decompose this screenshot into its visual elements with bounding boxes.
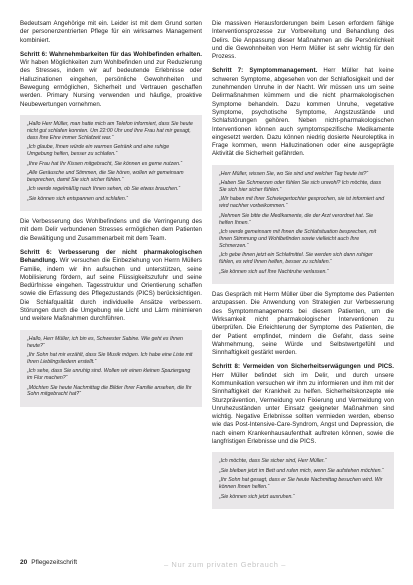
left-column — [20, 20, 202, 414]
paragraph — [20, 249, 202, 324]
paragraph: Das Gespräch mit Herrn Müller über die Symptome des Patienten anzupassen. Die Anwendung von Strategien zur Verbesserung des Symptommanagements bei diesem Patienten, um die Wirksamkeit nicht pharmakologischer Interventionen zu überprüfen. Die Erleichterung der Symptome des Patienten, die der Patient empfindet, mindern die Gefahr, dass seine Wahrnehmung, seine Würde und Selbstwertgefühl und Sinnhaftigkeit gestärkt werden. — [212, 291, 394, 357]
dialogue-quote: „Sie können sich auf Ihre Nachtruhe verlassen.“ — [219, 268, 329, 275]
dialogue-quote: „Alle Geräusche und Stimmen, die Sie hören, wollen wir gemeinsam besprechen, damit Sie sich sicher fühlen.“ — [27, 169, 184, 183]
dialogue-box — [212, 452, 394, 509]
page-footer — [20, 559, 77, 566]
paragraph-text: Wir versuchen die Einbeziehung von Herrn Müllers Familie, indem wir ihn aufsuchen und unterstützen, seine Mobilisierung fördern, auf seine Flüssigkeitszufuhr und seine Bedürfnisse eingehen. Tagesstruktur und Orientierung schaffen sowie die Erfassung des Pflegezustands (PICS) berücksichtigen. Die Schlafqualität durch individuelle Ansätze verbessern. Störungen durch die Umgebung wie Licht und Lärm minimieren und weitere Maßnahmen durchführen. — [20, 257, 202, 323]
paragraph: Die massiven Herausforderungen beim Lesen erfordern fähige Interventionsprozesse zur Vorbereitung und Behandlung des Delirs. Die Anpassung dieser Maßnahmen an die Persönlichkeit und die Gewohnheiten von Herrn Müller ist sehr wichtig für den Prozess. — [212, 20, 394, 61]
dialogue-box — [212, 165, 394, 284]
paragraph-text: Wir haben Möglichkeiten zum Wohlbefinden und zur Reduzierung des Stresses, indem wir auf bedeutende Erlebnisse oder Halluzinationen eingehen, persönliche Gewohnheiten und Bewegung ermöglichen, Sicherheit und Vertrauen geschaffen werden. Primary Nursing verwenden und häufige, proaktive Neubewertungen vornehmen. — [20, 59, 202, 108]
dialogue-quote: „Nehmen Sie bitte die Medikamente, die der Arzt verordnet hat. Sie helfen Ihnen.“ — [219, 212, 374, 226]
dialogue-quote: „Sie können sich entspannen und schlafen.“ — [27, 195, 128, 202]
paragraph: Die Verbesserung des Wohlbefindens und die Verringerung des mit dem Delir verbundenen Stresses ermöglichen dem Patienten die Bewältigung und Zusammenarbeit mit dem Team. — [20, 218, 202, 242]
page-number: 20 — [20, 559, 28, 566]
paragraph — [212, 363, 394, 446]
dialogue-quote: „Ihr Sohn hat mir erzählt, dass Sie Musik mögen. Ich habe eine Liste mit Ihren Lieblingsliedern erstellt.“ — [27, 351, 193, 365]
paragraph-text: Herr Müller befindet sich im Delir, und durch unsere Kommunikation versuchen wir ihm zu informieren und ihm mit der Sinnhaftigkeit der Krankheit zu helfen. Sicherheitskonzepte wie Sturzprävention, Vermeidung von Fixierung und Vermeidung von Unruhezuständen unter Einsatz geeigneter Maßnahmen sind wichtig. Negative Erlebnisse sollten vermieden werden, ebenso wie das Post-Intensive-Care-Syndrom, Angst und Depression, die nach einem Krankenhausaufenthalt auftreten können, sowie die langfristigen Erlebnisse und die PICS. — [212, 371, 394, 446]
step-heading: Schritt 7: Symptommanagement. — [212, 67, 318, 75]
journal-name: Pflegezeitschrift — [31, 559, 78, 566]
dialogue-quote: „Ihr Sohn hat gesagt, dass er Sie heute Nachmittag besuchen wird. Wir können Ihnen helfen.“ — [219, 477, 383, 491]
dialogue-quote: „Ich glaube, Ihnen würde ein warmes Getränk und eine ruhige Umgebung helfen, besser zu schlafen.“ — [27, 144, 170, 158]
paragraph: Bedeutsam Angehörige mit ein. Leider ist mit dem Grund sorten der personenzentrierten Pflege für ein wirksames Management kombiniert. — [20, 20, 202, 44]
paragraph — [212, 67, 394, 158]
dialogue-quote: „Ich möchte, dass Sie sicher sind, Herr Müller.“ — [219, 458, 327, 465]
dialogue-quote: „Wir haben mit Ihrer Schwiegertochter gesprochen, sie ist informiert und wird nachher vorbeikommen.“ — [219, 196, 385, 210]
dialogue-box — [20, 115, 202, 211]
dialogue-quote: „Ihre Frau hat Ihr Kissen mitgebracht, Sie können es gerne nutzen.“ — [27, 160, 183, 167]
dialogue-box — [20, 330, 202, 407]
right-column — [212, 20, 394, 516]
watermark-text: – Nur zum privaten Gebrauch – — [163, 560, 287, 569]
dialogue-quote: „Möchten Sie heute Nachmittag die Bilder Ihrer Familie ansehen, die Ihr Sohn mitgebracht hat?“ — [27, 384, 192, 398]
step-heading: Schritt 6: Wahrnehmbarkeiten für das Wohlbefinden erhalten. — [20, 50, 202, 58]
paragraph — [20, 51, 202, 109]
dialogue-quote: „Hallo Herr Müller, man hatte mich am Telefon informiert, dass Sie heute nicht gut schlafen konnten. Um 22:00 Uhr und Ihre Frau hat mir gesagt, dass Ihre Ehre immer Schlafzeit war.“ — [27, 120, 193, 141]
dialogue-quote: „Ich sehe, dass Sie unruhig sind. Wollen wir einen kleinen Spaziergang im Flur machen?“ — [27, 368, 191, 382]
dialogue-quote: „Hallo, Herr Müller, ich bin es, Schwester Sabine. Wie geht es Ihnen heute?“ — [27, 335, 183, 349]
dialogue-quote: „Haben Sie Schmerzen oder fühlen Sie sich unwohl? Ich möchte, dass Sie sich hier sicher fühlen.“ — [219, 180, 382, 194]
dialogue-quote: „Ich gebe Ihnen jetzt ein Schlafmittel. Sie werden sich dann ruhiger fühlen, es wird Ihnen helfen, besser zu schlafen.“ — [219, 252, 373, 266]
dialogue-quote: „Herr Müller, wissen Sie, wo Sie sind und welcher Tag heute ist?“ — [219, 170, 369, 177]
dialogue-quote: „Ich werde gemeinsam mit Ihnen die Schlafsituation besprechen, mit Ihnen Stimmung und Wohlbefinden sowie vielleicht auch Ihre Schmerzen.“ — [219, 229, 377, 249]
step-heading: Schritt 6: Verbesserung der nicht pharmakologischen Behandlung. — [20, 248, 202, 265]
dialogue-quote: „Sie bleiben jetzt im Bett und rufen mich, wenn Sie aufstehen möchten.“ — [219, 467, 384, 474]
dialogue-quote: „Ich werde regelmäßig nach Ihnen sehen, ob Sie etwas brauchen.“ — [27, 186, 181, 193]
step-heading: Schritt 8: Vermeiden von Sicherheitserwägungen und PICS. — [212, 363, 394, 371]
dialogue-quote: „Sie können sich jetzt ausruhen.“ — [219, 493, 295, 500]
paragraph-text: Herr Müller hat keine schweren Symptome, abgesehen von der Schlaflosigkeit und der zunehmenden Unruhe in der Nacht. Wir müssen uns um seine Delirmaßnahmen kümmern und die nicht pharmakologischen Symptome behandeln. Dazu kommen Unruhe, vegetative Symptome, psychotische Symptome, Angstzustände und Schlafstörungen gehören. Neben nicht-pharmakologischen Interventionen können auch symptomspezifische Medikamente eingesetzt werden. Dazu können niedrig dosierte Neuroleptika in Frage kommen, wenn Halluzinationen oder eine ausgeprägte Aktivität die Sicherheit gefährden. — [212, 67, 394, 158]
